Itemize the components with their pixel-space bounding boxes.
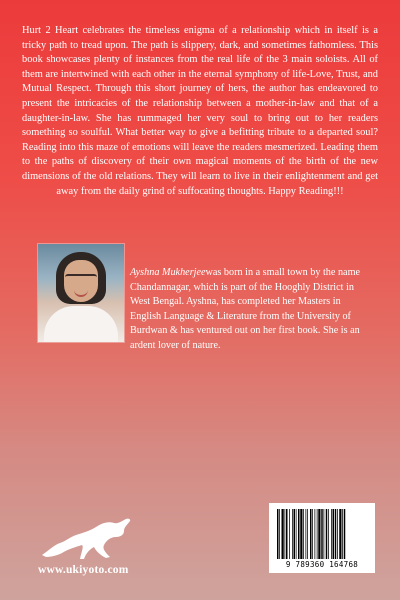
publisher-website[interactable]: www.ukiyoto.com bbox=[38, 564, 129, 576]
leaping-panther-icon bbox=[36, 515, 136, 563]
author-bio-text: was born in a small town by the name Chandannagar, which is part of the Hooghly District in West Bengal. Ayshna, has completed her Masters in English Language & Literature from the University of Burdwan & has ventured out on her first book. She is an ardent lover of nature. bbox=[130, 267, 361, 351]
barcode-bars bbox=[277, 509, 367, 559]
isbn-number: 9 789360 164768 bbox=[285, 560, 359, 569]
book-blurb: Hurt 2 Heart celebrates the timeless enigma of a relationship which in itself is a tricky path to tread upon. The path is slippery, dark, and sometimes fathomless. This book showcases plenty of instances from the real life of the 3 main soloists. All of them are intertwined with each other in the eternal symphony of life-Love, Trust, and Mutual Respect. Through this short journey of hers, the author has endeavored to present the intricacies of the relationship between a mother-in-law and that of a daughter-in-law. She has rummaged her very soul to bring out to her readers something so soulful. What better way to give a befitting tribute to a departed soul? Reading into this maze of emotions will leave the readers mesmerized. Leading them to the paths of discovery of their own magical moments of the birth of the new dimensions of the old relations. They will learn to live in their enlightenment and get away from the daily grind of suffocating thoughts. Happy Reading!!! bbox=[22, 25, 378, 197]
author-photo bbox=[38, 244, 124, 342]
author-name: Ayshna Mukherjee bbox=[130, 267, 206, 278]
author-bio bbox=[130, 266, 374, 354]
isbn-barcode bbox=[269, 503, 375, 573]
